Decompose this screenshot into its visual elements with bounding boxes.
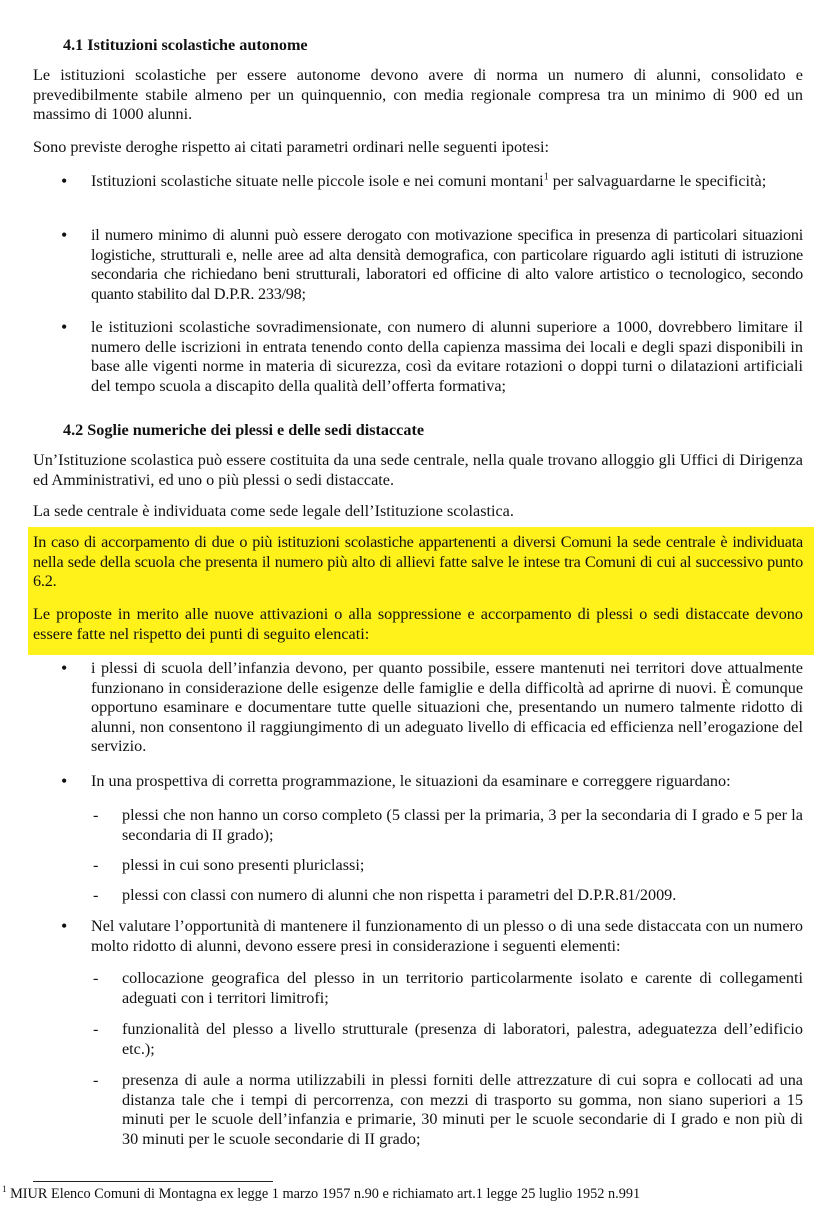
section-4-2-heading: 4.2 Soglie numeriche dei plessi e delle sedi distaccate xyxy=(63,421,425,439)
footnote-reference: 1 xyxy=(543,171,549,183)
list-item: • le istituzioni scolastiche sovradimensionate, con numero di alunni superiore a 1000, dovrebbero limitare il numero delle iscrizioni in entrata tenendo conto della capienza massima dei locali e degli spazi disponibili in base alle vigenti norme in materia di sicurezza, così da evitare rotazioni o doppi turni o dilatazioni artificiali del tempo scuola a discapito della qualità dell’offerta formativa; xyxy=(33,318,803,396)
section-4-1-paragraph-2: Sono previste deroghe rispetto ai citati parametri ordinari nelle seguenti ipotesi: xyxy=(33,138,550,156)
list-item: - collocazione geografica del plesso in un territorio particolarmente isolato e carente di collegamenti adeguati con i territori limitrofi; xyxy=(33,969,803,1008)
section-4-1-bullet-list xyxy=(33,318,803,396)
footnote xyxy=(2,1186,822,1203)
section-4-2-dash-list xyxy=(33,1071,803,1149)
list-item: • Nel valutare l’opportunità di mantenere il funzionamento di un plesso o di una sede distaccata con un numero molto ridotto di alunni, devono essere presi in considerazione i seguenti elementi: xyxy=(33,917,803,956)
list-item: - funzionalità del plesso a livello strutturale (presenza di laboratori, palestra, adeguatezza dell’edificio etc.); xyxy=(33,1020,803,1059)
section-4-1-paragraph-1: Le istituzioni scolastiche per essere autonome devono avere di norma un numero di alunni, consolidato e prevedibilmente stabile almeno per un quinquennio, con media regionale compresa tra un minimo di 900 ed un massimo di 1000 alunni. xyxy=(33,66,803,123)
list-item: • i plessi di scuola dell’infanzia devono, per quanto possibile, essere mantenuti nei territori dove attualmente funzionano in considerazione delle esigenze delle famiglie e della difficoltà ad aprirne di nuovi. È comunque opportuno esaminare e documentare tutte quelle situazioni che, presentando un numero talmente ridotto di alunni, non consentono il raggiungimento di un adeguato livello di efficacia ed efficienza nell’erogazione del servizio. xyxy=(33,659,803,757)
list-item: - plessi in cui sono presenti pluriclassi; xyxy=(33,856,803,876)
list-item: - presenza di aule a norma utilizzabili in plessi forniti delle attrezzature di cui sopra e collocati ad una distanza tale che i tempi di percorrenza, con mezzi di trasporto su gomma, non siano superiori a 15 minuti per le scuole dell’infanzia e primarie, 30 minuti per le scuole secondarie di I grado e non più di 30 minuti per le scuole secondarie di II grado; xyxy=(33,1071,803,1149)
section-4-2-dash-list xyxy=(33,969,803,1008)
footnote-divider xyxy=(33,1181,273,1182)
list-item: • il numero minimo di alunni può essere derogato con motivazione specifica in presenza di particolari situazioni logistiche, strutturali e, nelle aree ad alta densità demografica, con particolare riguardo agli istituti di istruzione secondaria che richiedano beni strutturali, laboratori ed officine di alto valore artistico o tecnologico, secondo quanto stabilito dal D.P.R. 233/98; xyxy=(33,226,803,304)
section-4-2-paragraph-1: Un’Istituzione scolastica può essere costituita da una sede centrale, nella quale trovano alloggio gli Uffici di Dirigenza ed Amministrativi, ed uno o più plessi o sedi distaccate. xyxy=(33,451,803,489)
section-4-2-bullet-list xyxy=(33,917,803,956)
section-4-2-highlighted-paragraph-1: In caso di accorpamento di due o più istituzioni scolastiche appartenenti a diversi Comuni la sede centrale è individuata nella sede della scuola che presenta il numero più alto di allievi fatte salve le intese tra Comuni di cui al successivo punto 6.2. xyxy=(33,533,803,590)
list-item: • In una prospettiva di corretta programmazione, le situazioni da esaminare e correggere riguardano: xyxy=(33,772,803,792)
footnote-marker: 1 xyxy=(2,1184,7,1195)
footnote-text: MIUR Elenco Comuni di Montagna ex legge 1 marzo 1957 n.90 e richiamato art.1 legge 25 luglio 1952 n.991 xyxy=(6,1186,641,1202)
section-4-2-dash-list xyxy=(33,856,803,876)
section-4-1-bullet-list xyxy=(33,226,803,304)
list-item xyxy=(33,172,803,192)
list-item: - plessi con classi con numero di alunni che non rispetta i parametri del D.P.R.81/2009. xyxy=(33,886,803,906)
section-4-2-bullet-list xyxy=(33,772,803,792)
section-4-2-dash-list xyxy=(33,886,803,906)
section-4-1-heading: 4.1 Istituzioni scolastiche autonome xyxy=(63,36,308,54)
section-4-2-highlighted-paragraph-2: Le proposte in merito alle nuove attivazioni o alla soppressione e accorpamento di plessi o sedi distaccate devono essere fatte nel rispetto dei punti di seguito elencati: xyxy=(33,605,803,643)
section-4-2-paragraph-2: La sede centrale è individuata come sede legale dell’Istituzione scolastica. xyxy=(33,502,514,520)
bullet-text: per salvaguardarne le specificità; xyxy=(548,172,767,190)
section-4-1-bullet-list xyxy=(33,172,803,192)
section-4-2-dash-list xyxy=(33,1020,803,1059)
list-item: - plessi che non hanno un corso completo (5 classi per la primaria, 3 per la secondaria di I grado e 5 per la secondaria di II grado); xyxy=(33,806,803,845)
section-4-2-bullet-list xyxy=(33,659,803,757)
section-4-2-dash-list xyxy=(33,806,803,845)
bullet-text: Istituzioni scolastiche situate nelle piccole isole e nei comuni montani xyxy=(91,172,544,190)
